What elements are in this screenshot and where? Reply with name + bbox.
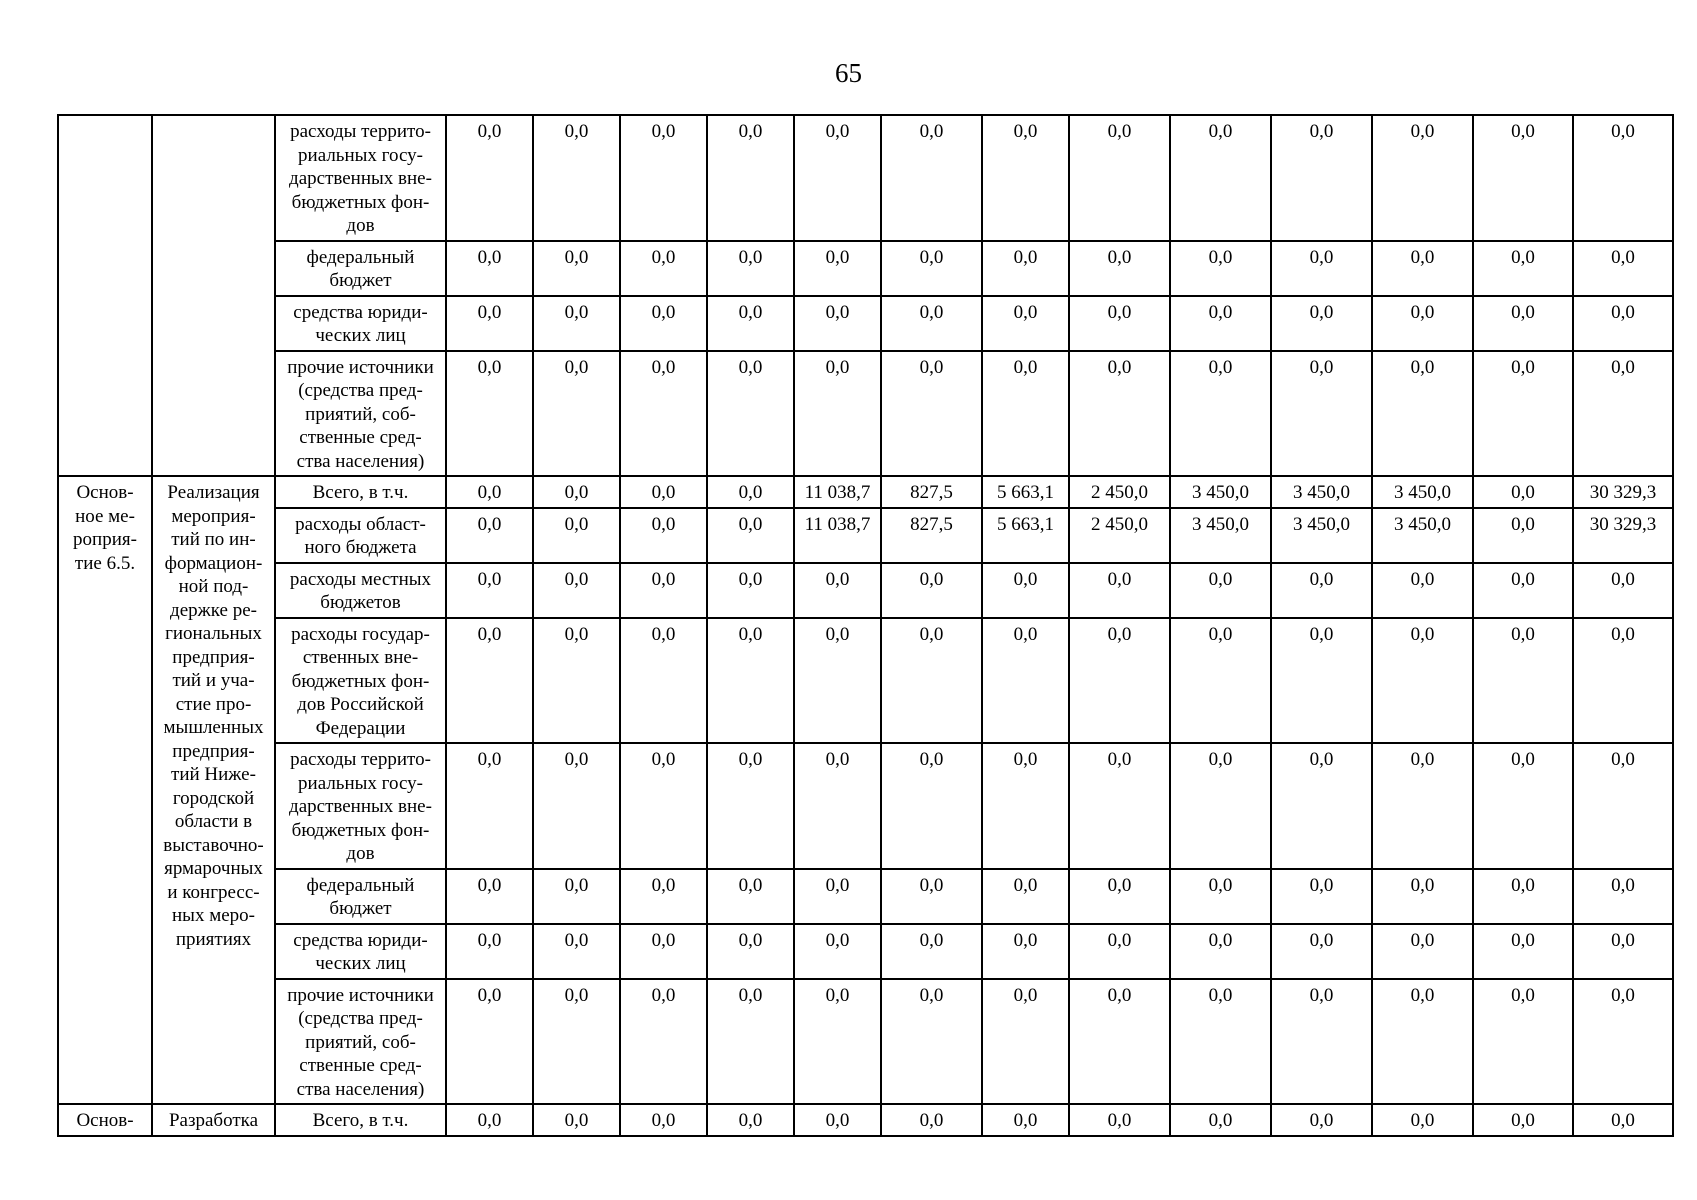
value-cell: 0,0 bbox=[881, 115, 982, 241]
value-cell: 0,0 bbox=[446, 351, 533, 477]
activity-name-line: тий по ин- bbox=[171, 529, 256, 550]
table-row bbox=[58, 869, 1673, 924]
funding-source-cell bbox=[275, 351, 446, 477]
value-cell: 0,0 bbox=[1573, 351, 1673, 477]
value-cell: 0,0 bbox=[1069, 115, 1170, 241]
value-cell: 0,0 bbox=[620, 563, 707, 618]
funding-source-line: Всего, в т.ч. bbox=[312, 482, 409, 503]
value-cell: 0,0 bbox=[707, 743, 794, 869]
funding-source-line: (средства пред- bbox=[298, 380, 423, 401]
value-cell: 0,0 bbox=[1271, 924, 1372, 979]
activity-code-line: Основ- bbox=[76, 1110, 134, 1131]
value-cell: 0,0 bbox=[881, 1104, 982, 1136]
funding-source-line: ственные сред- bbox=[299, 427, 422, 448]
value-cell: 11 038,7 bbox=[794, 508, 881, 563]
value-cell: 0,0 bbox=[1473, 476, 1573, 508]
funding-source-line: приятий, соб- bbox=[305, 403, 416, 425]
value-cell: 0,0 bbox=[881, 296, 982, 351]
value-cell: 0,0 bbox=[1271, 979, 1372, 1105]
value-cell: 0,0 bbox=[533, 563, 620, 618]
value-cell: 0,0 bbox=[446, 618, 533, 744]
value-cell: 2 450,0 bbox=[1069, 476, 1170, 508]
funding-source-cell bbox=[275, 508, 446, 563]
value-cell: 0,0 bbox=[1573, 869, 1673, 924]
value-cell: 0,0 bbox=[707, 351, 794, 477]
value-cell: 827,5 bbox=[881, 508, 982, 563]
table-row bbox=[58, 241, 1673, 296]
value-cell: 0,0 bbox=[1170, 296, 1271, 351]
value-cell: 0,0 bbox=[1170, 1104, 1271, 1136]
funding-source-cell bbox=[275, 563, 446, 618]
value-cell: 0,0 bbox=[1271, 618, 1372, 744]
activity-name-line: мероприя- bbox=[171, 505, 256, 527]
funding-source-line: средства юриди- bbox=[293, 929, 428, 951]
value-cell: 0,0 bbox=[1170, 351, 1271, 477]
value-cell: 0,0 bbox=[1170, 743, 1271, 869]
value-cell: 0,0 bbox=[1372, 1104, 1473, 1136]
value-cell: 0,0 bbox=[446, 115, 533, 241]
value-cell: 0,0 bbox=[1473, 241, 1573, 296]
value-cell: 2 450,0 bbox=[1069, 508, 1170, 563]
value-cell: 0,0 bbox=[1372, 618, 1473, 744]
value-cell: 0,0 bbox=[1372, 979, 1473, 1105]
value-cell: 0,0 bbox=[1271, 115, 1372, 241]
value-cell: 0,0 bbox=[620, 618, 707, 744]
activity-code-cell bbox=[58, 476, 152, 1104]
value-cell: 5 663,1 bbox=[982, 476, 1069, 508]
value-cell: 0,0 bbox=[1069, 296, 1170, 351]
value-cell: 0,0 bbox=[1473, 1104, 1573, 1136]
value-cell: 0,0 bbox=[1372, 115, 1473, 241]
value-cell: 0,0 bbox=[982, 563, 1069, 618]
activity-name-line: приятиях bbox=[175, 928, 252, 950]
value-cell: 0,0 bbox=[1573, 296, 1673, 351]
table-row bbox=[58, 508, 1673, 563]
value-cell: 0,0 bbox=[1170, 563, 1271, 618]
value-cell: 0,0 bbox=[1170, 869, 1271, 924]
value-cell: 0,0 bbox=[982, 979, 1069, 1105]
funding-source-cell bbox=[275, 476, 446, 508]
value-cell: 0,0 bbox=[1473, 115, 1573, 241]
value-cell: 0,0 bbox=[533, 476, 620, 508]
value-cell: 30 329,3 bbox=[1573, 508, 1673, 563]
value-cell: 0,0 bbox=[982, 241, 1069, 296]
table-row bbox=[58, 1104, 1673, 1136]
value-cell: 0,0 bbox=[1069, 869, 1170, 924]
activity-name-line: Реализация bbox=[167, 482, 260, 503]
value-cell: 0,0 bbox=[794, 351, 881, 477]
value-cell: 0,0 bbox=[1473, 924, 1573, 979]
value-cell: 0,0 bbox=[1069, 351, 1170, 477]
activity-name-line: городской bbox=[172, 787, 255, 809]
funding-source-line: ственных вне- bbox=[302, 647, 419, 668]
value-cell: 0,0 bbox=[446, 869, 533, 924]
value-cell: 0,0 bbox=[533, 618, 620, 744]
activity-name-line: держке ре- bbox=[170, 599, 257, 621]
activity-name-line: ных меро- bbox=[172, 905, 255, 926]
funding-source-line: бюджетов bbox=[320, 592, 401, 613]
value-cell: 0,0 bbox=[533, 743, 620, 869]
value-cell: 0,0 bbox=[881, 979, 982, 1105]
funding-source-line: дов bbox=[346, 215, 375, 236]
funding-source-line: средства юриди- bbox=[293, 301, 428, 323]
funding-source-line: (средства пред- bbox=[298, 1008, 423, 1029]
funding-source-cell bbox=[275, 115, 446, 241]
activity-name-line: гиональных bbox=[165, 623, 262, 644]
activity-name-line: мышленных bbox=[163, 717, 264, 738]
value-cell: 0,0 bbox=[1372, 563, 1473, 618]
value-cell: 0,0 bbox=[1271, 351, 1372, 477]
activity-name-line: предприя- bbox=[172, 740, 255, 762]
activity-name-line: тий и уча- bbox=[172, 670, 255, 691]
value-cell: 0,0 bbox=[707, 296, 794, 351]
value-cell: 0,0 bbox=[533, 115, 620, 241]
funding-source-line: дов Российской bbox=[297, 694, 424, 715]
value-cell: 3 450,0 bbox=[1271, 508, 1372, 563]
value-cell: 0,0 bbox=[1573, 743, 1673, 869]
value-cell: 0,0 bbox=[1573, 115, 1673, 241]
value-cell: 0,0 bbox=[533, 241, 620, 296]
value-cell: 0,0 bbox=[707, 1104, 794, 1136]
value-cell: 0,0 bbox=[446, 476, 533, 508]
funding-source-line: риальных госу- bbox=[298, 144, 423, 166]
value-cell: 0,0 bbox=[533, 508, 620, 563]
value-cell: 0,0 bbox=[794, 1104, 881, 1136]
funding-source-line: ческих лиц bbox=[315, 325, 406, 346]
value-cell: 0,0 bbox=[1170, 618, 1271, 744]
value-cell: 0,0 bbox=[707, 115, 794, 241]
activity-name-line: ярмарочных bbox=[164, 858, 263, 879]
value-cell: 0,0 bbox=[1372, 924, 1473, 979]
table-row bbox=[58, 351, 1673, 477]
value-cell: 0,0 bbox=[1069, 924, 1170, 979]
value-cell: 0,0 bbox=[1069, 563, 1170, 618]
value-cell: 0,0 bbox=[620, 508, 707, 563]
value-cell: 0,0 bbox=[707, 618, 794, 744]
funding-source-line: ства населения) bbox=[296, 1078, 425, 1100]
value-cell: 0,0 bbox=[620, 1104, 707, 1136]
value-cell: 0,0 bbox=[1473, 296, 1573, 351]
value-cell: 0,0 bbox=[620, 115, 707, 241]
table-row bbox=[58, 924, 1673, 979]
value-cell: 0,0 bbox=[707, 563, 794, 618]
funding-source-cell bbox=[275, 1104, 446, 1136]
value-cell: 0,0 bbox=[1069, 618, 1170, 744]
value-cell: 0,0 bbox=[881, 869, 982, 924]
funding-source-line: дов bbox=[346, 843, 375, 864]
value-cell: 0,0 bbox=[620, 979, 707, 1105]
value-cell: 0,0 bbox=[1573, 924, 1673, 979]
value-cell: 0,0 bbox=[1473, 508, 1573, 563]
value-cell: 0,0 bbox=[533, 1104, 620, 1136]
table-row bbox=[58, 296, 1673, 351]
activity-name-line: области в bbox=[174, 811, 253, 832]
value-cell: 0,0 bbox=[1170, 241, 1271, 296]
value-cell: 0,0 bbox=[707, 979, 794, 1105]
table-row bbox=[58, 115, 1673, 241]
funding-source-cell bbox=[275, 296, 446, 351]
funding-source-cell bbox=[275, 743, 446, 869]
table-row bbox=[58, 563, 1673, 618]
value-cell: 3 450,0 bbox=[1170, 508, 1271, 563]
value-cell: 0,0 bbox=[1069, 1104, 1170, 1136]
activity-name-line: ной под- bbox=[178, 576, 249, 597]
value-cell: 0,0 bbox=[982, 296, 1069, 351]
value-cell: 0,0 bbox=[982, 924, 1069, 979]
value-cell: 0,0 bbox=[1271, 1104, 1372, 1136]
value-cell: 0,0 bbox=[1372, 296, 1473, 351]
funding-source-line: прочие источники bbox=[287, 356, 434, 378]
value-cell: 0,0 bbox=[533, 924, 620, 979]
value-cell: 0,0 bbox=[620, 869, 707, 924]
value-cell: 0,0 bbox=[533, 296, 620, 351]
value-cell: 0,0 bbox=[1170, 115, 1271, 241]
activity-name-line: стие про- bbox=[175, 693, 252, 715]
value-cell: 0,0 bbox=[707, 508, 794, 563]
value-cell: 0,0 bbox=[1573, 1104, 1673, 1136]
funding-source-line: ческих лиц bbox=[315, 953, 406, 974]
value-cell: 0,0 bbox=[1069, 979, 1170, 1105]
value-cell: 827,5 bbox=[881, 476, 982, 508]
value-cell: 0,0 bbox=[446, 296, 533, 351]
value-cell: 0,0 bbox=[1573, 563, 1673, 618]
funding-source-cell bbox=[275, 618, 446, 744]
activity-name-line: и конгресс- bbox=[167, 881, 260, 903]
value-cell: 0,0 bbox=[1372, 743, 1473, 869]
value-cell: 0,0 bbox=[620, 743, 707, 869]
value-cell: 0,0 bbox=[1473, 979, 1573, 1105]
value-cell: 0,0 bbox=[982, 743, 1069, 869]
value-cell: 0,0 bbox=[1473, 743, 1573, 869]
value-cell: 30 329,3 bbox=[1573, 476, 1673, 508]
value-cell: 0,0 bbox=[707, 869, 794, 924]
value-cell: 0,0 bbox=[1271, 563, 1372, 618]
funding-source-line: Федерации bbox=[315, 717, 406, 739]
funding-source-cell bbox=[275, 924, 446, 979]
funding-source-cell bbox=[275, 979, 446, 1105]
value-cell: 0,0 bbox=[1069, 743, 1170, 869]
value-cell: 0,0 bbox=[1473, 563, 1573, 618]
value-cell: 0,0 bbox=[533, 869, 620, 924]
value-cell: 0,0 bbox=[1271, 869, 1372, 924]
value-cell: 0,0 bbox=[620, 924, 707, 979]
value-cell: 0,0 bbox=[446, 1104, 533, 1136]
value-cell: 0,0 bbox=[1372, 869, 1473, 924]
value-cell: 0,0 bbox=[707, 476, 794, 508]
value-cell: 0,0 bbox=[707, 241, 794, 296]
funding-source-line: ственные сред- bbox=[299, 1055, 422, 1076]
funding-source-line: бюджетных фон- bbox=[291, 191, 430, 213]
value-cell: 0,0 bbox=[1573, 241, 1673, 296]
funding-source-line: бюджетных фон- bbox=[291, 670, 430, 692]
activity-name-line: формацион- bbox=[164, 552, 263, 574]
value-cell: 0,0 bbox=[794, 924, 881, 979]
value-cell: 0,0 bbox=[794, 296, 881, 351]
value-cell: 0,0 bbox=[794, 115, 881, 241]
value-cell: 5 663,1 bbox=[982, 508, 1069, 563]
value-cell: 0,0 bbox=[620, 296, 707, 351]
value-cell: 0,0 bbox=[707, 924, 794, 979]
value-cell: 0,0 bbox=[982, 1104, 1069, 1136]
value-cell: 0,0 bbox=[881, 924, 982, 979]
funding-source-line: расходы государ- bbox=[291, 623, 430, 645]
activity-code-cell bbox=[58, 1104, 152, 1136]
funding-source-line: расходы област- bbox=[295, 513, 426, 535]
page-number: 65 bbox=[835, 58, 862, 88]
funding-source-line: бюджет bbox=[329, 898, 392, 919]
table-row bbox=[58, 979, 1673, 1105]
value-cell: 0,0 bbox=[1573, 618, 1673, 744]
value-cell: 0,0 bbox=[794, 869, 881, 924]
funding-source-line: бюджет bbox=[329, 270, 392, 291]
activity-name-line: предприя- bbox=[172, 646, 255, 668]
value-cell: 0,0 bbox=[446, 924, 533, 979]
funding-source-line: ства населения) bbox=[296, 450, 425, 472]
funding-source-line: Всего, в т.ч. bbox=[312, 1110, 409, 1131]
activity-name-cell bbox=[152, 476, 275, 1104]
value-cell: 0,0 bbox=[533, 351, 620, 477]
activity-code-line: тие 6.5. bbox=[74, 552, 136, 574]
value-cell: 0,0 bbox=[1372, 241, 1473, 296]
activity-code-line: роприя- bbox=[73, 529, 137, 550]
funding-source-line: федеральный bbox=[306, 246, 415, 268]
value-cell: 0,0 bbox=[1372, 351, 1473, 477]
value-cell: 0,0 bbox=[794, 618, 881, 744]
value-cell: 0,0 bbox=[794, 241, 881, 296]
value-cell: 0,0 bbox=[982, 869, 1069, 924]
value-cell: 0,0 bbox=[446, 241, 533, 296]
value-cell: 0,0 bbox=[1069, 241, 1170, 296]
funding-source-line: ного бюджета bbox=[304, 537, 417, 558]
budget-table-body bbox=[58, 115, 1673, 1136]
value-cell: 0,0 bbox=[881, 743, 982, 869]
value-cell: 3 450,0 bbox=[1170, 476, 1271, 508]
value-cell: 0,0 bbox=[881, 241, 982, 296]
value-cell: 0,0 bbox=[794, 743, 881, 869]
value-cell: 0,0 bbox=[1271, 296, 1372, 351]
funding-source-line: бюджетных фон- bbox=[291, 819, 430, 841]
value-cell: 0,0 bbox=[1473, 618, 1573, 744]
activity-name-line: выставочно- bbox=[163, 834, 264, 856]
funding-source-cell bbox=[275, 241, 446, 296]
value-cell: 0,0 bbox=[446, 508, 533, 563]
funding-source-line: дарственных вне- bbox=[289, 168, 432, 189]
value-cell: 0,0 bbox=[533, 979, 620, 1105]
value-cell: 0,0 bbox=[881, 618, 982, 744]
value-cell: 3 450,0 bbox=[1372, 508, 1473, 563]
value-cell: 0,0 bbox=[1271, 743, 1372, 869]
value-cell: 3 450,0 bbox=[1372, 476, 1473, 508]
funding-source-line: дарственных вне- bbox=[289, 796, 432, 817]
value-cell: 11 038,7 bbox=[794, 476, 881, 508]
table-row bbox=[58, 743, 1673, 869]
activity-code-line: Основ- bbox=[76, 482, 134, 503]
value-cell: 0,0 bbox=[1170, 979, 1271, 1105]
funding-source-line: расходы террито- bbox=[290, 749, 431, 770]
value-cell: 0,0 bbox=[982, 618, 1069, 744]
value-cell: 0,0 bbox=[1271, 241, 1372, 296]
activity-code-cell bbox=[58, 115, 152, 476]
activity-name-line: Разработка bbox=[168, 1110, 259, 1131]
activity-name-cell bbox=[152, 115, 275, 476]
value-cell: 0,0 bbox=[794, 563, 881, 618]
value-cell: 0,0 bbox=[446, 979, 533, 1105]
value-cell: 0,0 bbox=[1170, 924, 1271, 979]
value-cell: 0,0 bbox=[1473, 351, 1573, 477]
value-cell: 0,0 bbox=[620, 241, 707, 296]
value-cell: 0,0 bbox=[1573, 979, 1673, 1105]
funding-source-line: расходы террито- bbox=[290, 121, 431, 142]
value-cell: 0,0 bbox=[982, 115, 1069, 241]
activity-code-line: ное ме- bbox=[75, 505, 135, 527]
value-cell: 0,0 bbox=[446, 563, 533, 618]
value-cell: 0,0 bbox=[1473, 869, 1573, 924]
value-cell: 0,0 bbox=[881, 563, 982, 618]
value-cell: 0,0 bbox=[881, 351, 982, 477]
funding-source-line: федеральный bbox=[306, 874, 415, 896]
table-row bbox=[58, 618, 1673, 744]
funding-source-line: расходы местных bbox=[289, 568, 432, 590]
activity-name-line: тий Ниже- bbox=[171, 764, 256, 785]
funding-source-line: прочие источники bbox=[287, 984, 434, 1006]
funding-source-line: приятий, соб- bbox=[305, 1031, 416, 1053]
value-cell: 0,0 bbox=[446, 743, 533, 869]
funding-source-cell bbox=[275, 869, 446, 924]
value-cell: 3 450,0 bbox=[1271, 476, 1372, 508]
budget-table bbox=[57, 114, 1674, 1137]
activity-name-cell bbox=[152, 1104, 275, 1136]
funding-source-line: риальных госу- bbox=[298, 772, 423, 794]
value-cell: 0,0 bbox=[794, 979, 881, 1105]
table-row bbox=[58, 476, 1673, 508]
value-cell: 0,0 bbox=[620, 351, 707, 477]
value-cell: 0,0 bbox=[982, 351, 1069, 477]
value-cell: 0,0 bbox=[620, 476, 707, 508]
